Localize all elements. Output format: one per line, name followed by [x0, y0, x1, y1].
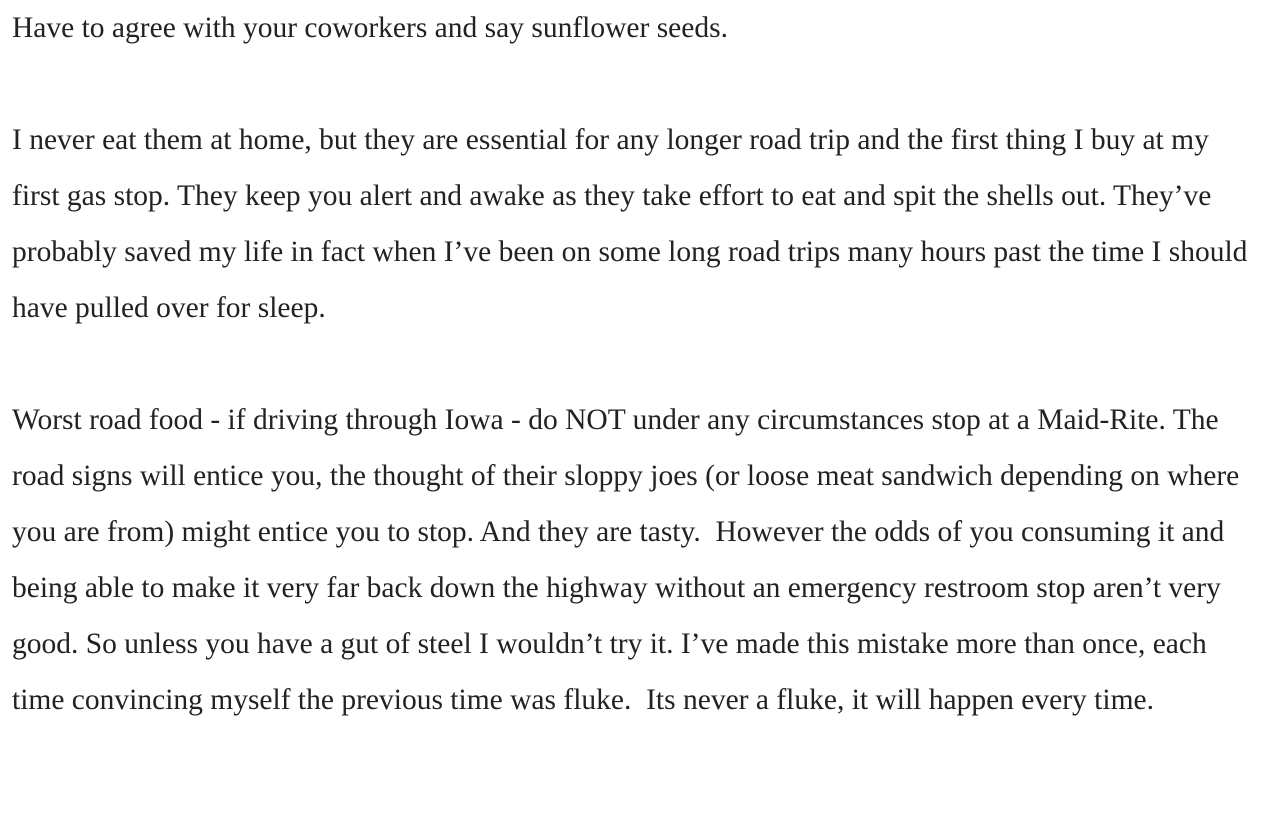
comment-paragraph: Have to agree with your coworkers and say sunflower seeds. [12, 12, 728, 44]
comment-paragraph: Worst road food - if driving through Iowa - do NOT under any circumstances stop at a Maid-Rite. The road signs will entice you, the thought of their sloppy joes (or loose meat sandwich depending on where you are from) might entice you to stop. And they are tasty. However the odds of you consuming it and being able to make it very far back down the highway without an emergency restroom stop aren’t very good. So unless you have a gut of steel I wouldn’t try it. I’ve made this mistake more than once, each time convincing myself the previous time was fluke. Its never a fluke, it will happen every time. [12, 404, 1247, 716]
comment-paragraph: I never eat them at home, but they are essential for any longer road trip and the first thing I buy at my first gas stop. They keep you alert and awake as they take effort to eat and spit the shells out. They’ve probably saved my life in fact when I’ve been on some long road trips many hours past the time I should have pulled over for sleep. [12, 124, 1255, 324]
